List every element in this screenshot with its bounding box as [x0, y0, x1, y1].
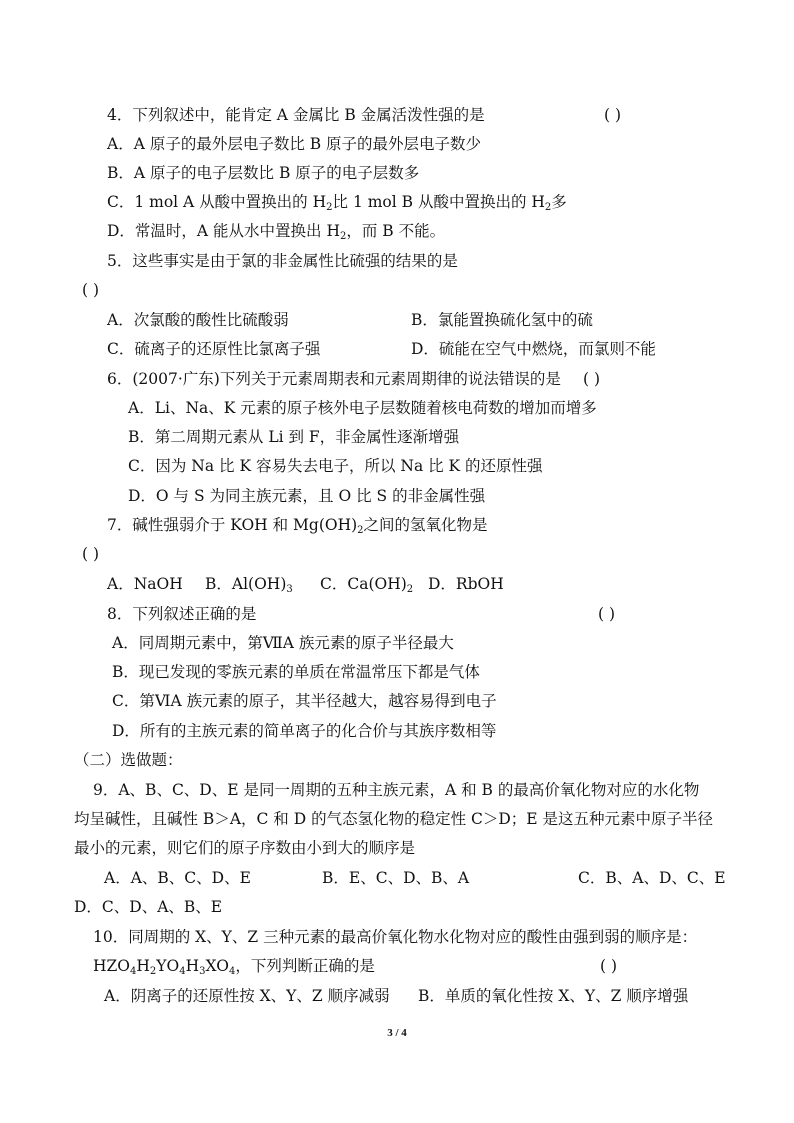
q7-stem: 7．碱性强弱介于 KOH 和 $Mg(OH)_2$之间的氢氧化物是	[107, 516, 488, 536]
q4-answer-paren: ( )	[604, 106, 622, 124]
q5-option-c: C．硫离子的还原性比氯离子强	[107, 340, 321, 358]
q9-stem-line-1: 9．A、B、C、D、E 是同一周期的五种主族元素，A 和 B 的最高价氧化物对应的水化物	[93, 781, 700, 799]
q6-stem: 6．(2007·广东)下列关于元素周期表和元素周期律的说法错误的是	[107, 370, 561, 388]
q5-stem: 5．这些事实是由于氯的非金属性比硫强的结果的是	[107, 252, 458, 270]
q8-stem: 8．下列叙述正确的是	[107, 605, 257, 623]
page-number: 3 / 4	[387, 1027, 407, 1039]
q8-option-b: B．现已发现的零族元素的单质在常温常压下都是气体	[112, 663, 480, 681]
q6-option-c: C．因为 Na 比 K 容易失去电子，所以 Na 比 K 的还原性强	[128, 457, 543, 475]
q7-option-c: C．$Ca(OH)_2$	[320, 575, 414, 595]
q10-stem-line-1: 10．同周期的 X、Y、Z 三种元素的最高价氧化物水化物对应的酸性由强到弱的顺序是：	[93, 928, 698, 946]
q8-answer-paren: ( )	[598, 605, 616, 623]
q9-option-c: C．B、A、D、C、E	[578, 869, 726, 887]
q6-answer-paren: ( )	[583, 370, 601, 388]
q8-option-d: D．所有的主族元素的简单离子的化合价与其族序数相等	[112, 722, 497, 740]
q7-answer-paren: ( )	[82, 545, 100, 563]
q8-option-a: A．同周期元素中，第ⅦA 族元素的原子半径最大	[112, 634, 454, 652]
q8-option-c: C．第ⅥA 族元素的原子，其半径越大，越容易得到电子	[112, 692, 497, 710]
q9-option-d: D．C、D、A、B、E	[74, 898, 223, 916]
q9-stem-line-2: 均呈碱性，且碱性 B＞A，C 和 D 的气态氢化物的稳定性 C＞D；E 是这五种元素中原子半径	[74, 810, 714, 828]
q4-option-d: D．常温时，A 能从水中置换出 $H_2$，而 B 不能。	[107, 222, 446, 242]
q10-option-b: B．单质的氧化性按 X、Y、Z 顺序增强	[418, 987, 689, 1005]
q4-option-c: C．1 mol A 从酸中置换出的 $H_2$比 1 mol B 从酸中置换出的 $H_2$多	[107, 193, 567, 213]
q7-option-d: D．RbOH	[428, 575, 504, 593]
q5-option-a: A．次氯酸的酸性比硫酸弱	[107, 311, 289, 329]
q6-option-b: B．第二周期元素从 Li 到 F，非金属性逐渐增强	[128, 428, 460, 446]
q4-stem: 4．下列叙述中，能肯定 A 金属比 B 金属活泼性强的是	[107, 106, 485, 124]
section-heading-optional: （二）选做题：	[74, 751, 183, 769]
q4-option-a: A．A 原子的最外层电子数比 B 原子的最外层电子数少	[107, 135, 482, 153]
q10-stem-line-2: $HZO_4H_2YO_4H_3XO_4$，下列判断正确的是	[93, 957, 375, 977]
q4-option-b: B．A 原子的电子层数比 B 原子的电子层数多	[107, 164, 420, 182]
q5-answer-paren: ( )	[82, 281, 100, 299]
q10-option-a: A．阴离子的还原性按 X、Y、Z 顺序减弱	[104, 987, 390, 1005]
q9-option-b: B．E、C、D、B、A	[322, 869, 470, 887]
q7-option-b: B．$Al(OH)_3$	[205, 575, 293, 595]
q5-option-b: B．氯能置换硫化氢中的硫	[411, 311, 593, 329]
q6-option-a: A．Li、Na、K 元素的原子核外电子层数随着核电荷数的增加而增多	[128, 399, 597, 417]
q6-option-d: D．O 与 S 为同主族元素，且 O 比 S 的非金属性强	[128, 487, 486, 505]
q5-option-d: D．硫能在空气中燃烧，而氯则不能	[411, 340, 656, 358]
q9-option-a: A．A、B、C、D、E	[104, 869, 251, 887]
q7-option-a: A．NaOH	[107, 575, 183, 593]
q10-answer-paren: ( )	[600, 957, 618, 975]
q9-stem-line-3: 最小的元素，则它们的原子序数由小到大的顺序是	[74, 839, 416, 857]
